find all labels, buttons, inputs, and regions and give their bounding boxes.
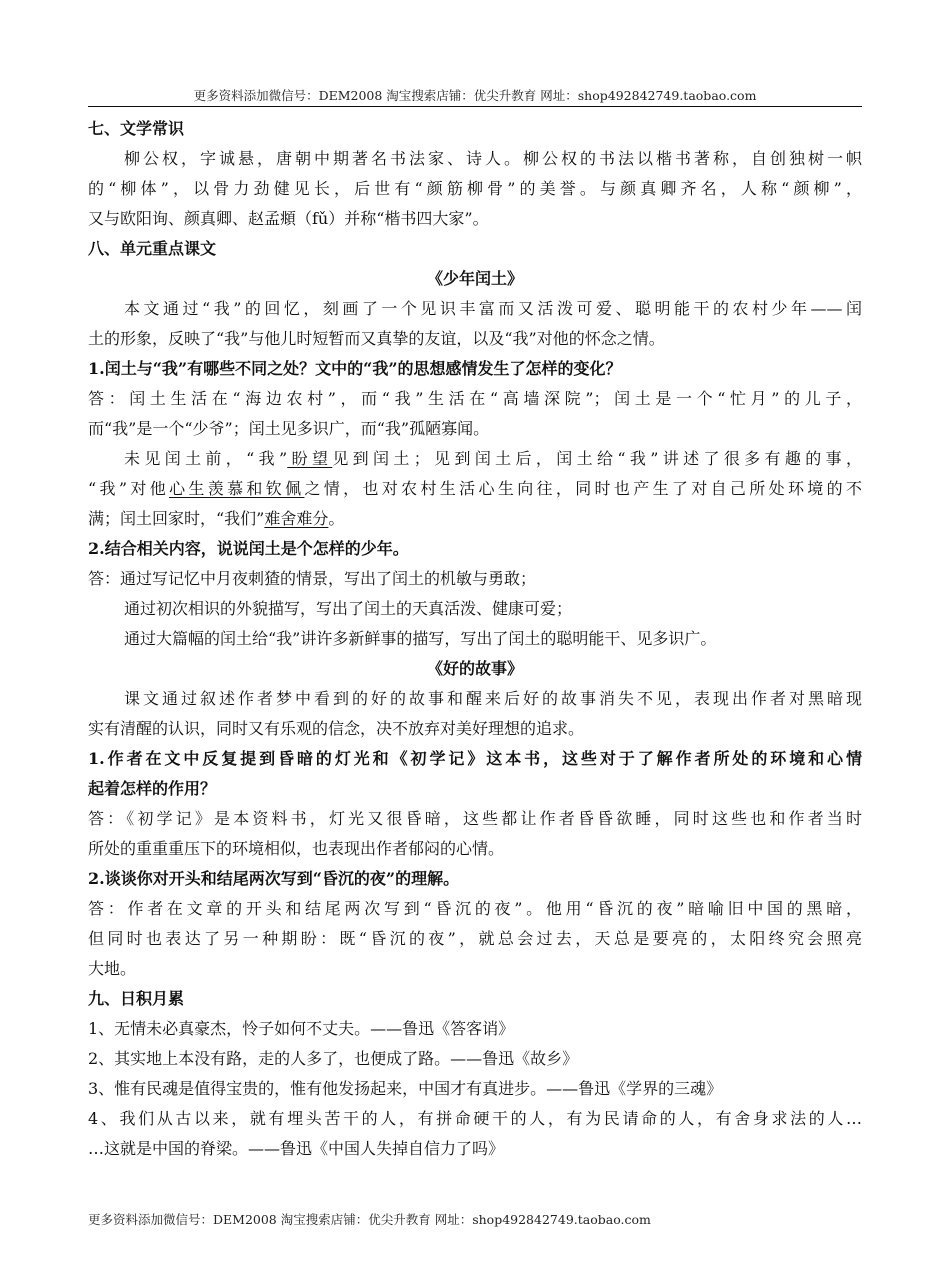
paragraph-line: 本文通过“我”的回忆，刻画了一个见识丰富而又活泼可爱、聪明能干的农村少年——闰	[124, 299, 862, 318]
question: 起着怎样的作用？	[88, 779, 217, 798]
answer-line: 但同时也表达了另一种期盼：既“昏沉的夜”，就总会过去，天总是要亮的，太阳终究会照亮	[88, 929, 862, 948]
text-title: 《少年闰土》	[426, 269, 523, 288]
question: 1.作者在文中反复提到昏暗的灯光和《初学记》这本书，这些对于了解作者所处的环境和心情	[88, 749, 862, 768]
quote-item: 3、惟有民魂是值得宝贵的，惟有他发扬起来，中国才有真进步。——鲁迅《学界的三魂》	[88, 1079, 723, 1098]
answer-line: 答：《初学记》是本资料书，灯光又很昏暗，这些都让作者昏昏欲睡，同时这些也和作者当时	[88, 809, 862, 828]
answer-line	[88, 504, 862, 534]
answer-line: 而“我”是一个“少爷”；闰土见多识广，而“我”孤陋寡闻。	[88, 419, 490, 438]
question: 1.闰土与“我”有哪些不同之处？文中的“我”的思想感情发生了怎样的变化？	[88, 359, 622, 378]
answer-text: “我”对他	[88, 479, 170, 498]
answer-line: 通过初次相识的外貌描写，写出了闰土的天真活泼、健康可爱；	[124, 599, 573, 618]
answer-line: 答：通过写记忆中月夜刺猹的情景，写出了闰土的机敏与勇敢；	[88, 569, 537, 588]
paragraph-line: 实有清醒的认识，同时又有乐观的信念，决不放弃对美好理想的追求。	[88, 719, 585, 738]
paragraph-line: 柳公权，字诚悬，唐朝中期著名书法家、诗人。柳公权的书法以楷书著称，自创独树一帜	[124, 149, 862, 168]
answer-text: 见到闰土；见到闰土后，闰土给“我”讲述了很多有趣的事，	[332, 449, 862, 468]
page-footer: 更多资料添加微信号：DEM2008 淘宝搜索店铺：优尖升教育 网址：shop492842749.taobao.com	[88, 1212, 651, 1227]
paragraph-line: 土的形象，反映了“我”与他儿时短暂而又真挚的友谊，以及“我”对他的怀念之情。	[88, 329, 665, 348]
answer-text: 满；闰土回家时，“我们”	[88, 509, 265, 528]
answer-line: 答：作者在文章的开头和结尾两次写到“昏沉的夜”。他用“昏沉的夜”暗喻旧中国的黑暗，	[88, 899, 862, 918]
answer-line	[88, 474, 862, 504]
quote-item: 2、其实地上本没有路，走的人多了，也便成了路。——鲁迅《故乡》	[88, 1049, 579, 1068]
answer-line: 所处的重重重压下的环境相似，也表现出作者郁闷的心情。	[88, 839, 505, 858]
answer-text: 未见闰土前，“我”	[124, 449, 288, 468]
header-divider	[88, 106, 862, 107]
underlined-phrase: 难舍难分	[264, 509, 329, 528]
underlined-phrase: 盼望	[287, 449, 333, 468]
quote-item: …这就是中国的脊梁。——鲁迅《中国人失掉自信力了吗》	[88, 1139, 505, 1158]
section-heading-literature: 七、文学常识	[88, 119, 185, 138]
question: 2.结合相关内容，说说闰土是个怎样的少年。	[88, 539, 409, 558]
question: 2.谈谈你对开头和结尾两次写到“昏沉的夜”的理解。	[88, 869, 460, 888]
quote-item: 1、无情未必真豪杰，怜子如何不丈夫。——鲁迅《答客诮》	[88, 1019, 515, 1038]
text-title: 《好的故事》	[426, 659, 523, 678]
section-heading-key-texts: 八、单元重点课文	[88, 239, 217, 258]
answer-text: 。	[328, 509, 345, 528]
answer-line	[88, 444, 862, 474]
page-header: 更多资料添加微信号：DEM2008 淘宝搜索店铺：优尖升教育 网址：shop492842749.taobao.com	[193, 88, 757, 103]
quote-item: 4、我们从古以来，就有埋头苦干的人，有拼命硬干的人，有为民请命的人，有舍身求法的人…	[88, 1109, 862, 1128]
section-heading-accumulation: 九、日积月累	[88, 989, 185, 1008]
underlined-phrase: 心生羡慕和钦佩	[169, 479, 305, 498]
answer-text: 之情，也对农村生活心生向往，同时也产生了对自己所处环境的不	[304, 479, 862, 498]
answer-line: 通过大篇幅的闰土给“我”讲许多新鲜事的描写，写出了闰土的聪明能干、见多识广。	[124, 629, 717, 648]
paragraph-line: 的“柳体”，以骨力劲健见长，后世有“颜筋柳骨”的美誉。与颜真卿齐名，人称“颜柳”，	[88, 179, 862, 198]
answer-line: 答：闰土生活在“海边农村”，而“我”生活在“高墙深院”；闰土是一个“忙月”的儿子，	[88, 389, 862, 408]
answer-line: 大地。	[88, 959, 137, 978]
paragraph-line: 课文通过叙述作者梦中看到的好的故事和醒来后好的故事消失不见，表现出作者对黑暗现	[124, 689, 862, 708]
paragraph-line: 又与欧阳询、颜真卿、赵孟頫（fǔ）并称“楷书四大家”。	[88, 209, 489, 228]
document-body	[88, 114, 862, 1164]
